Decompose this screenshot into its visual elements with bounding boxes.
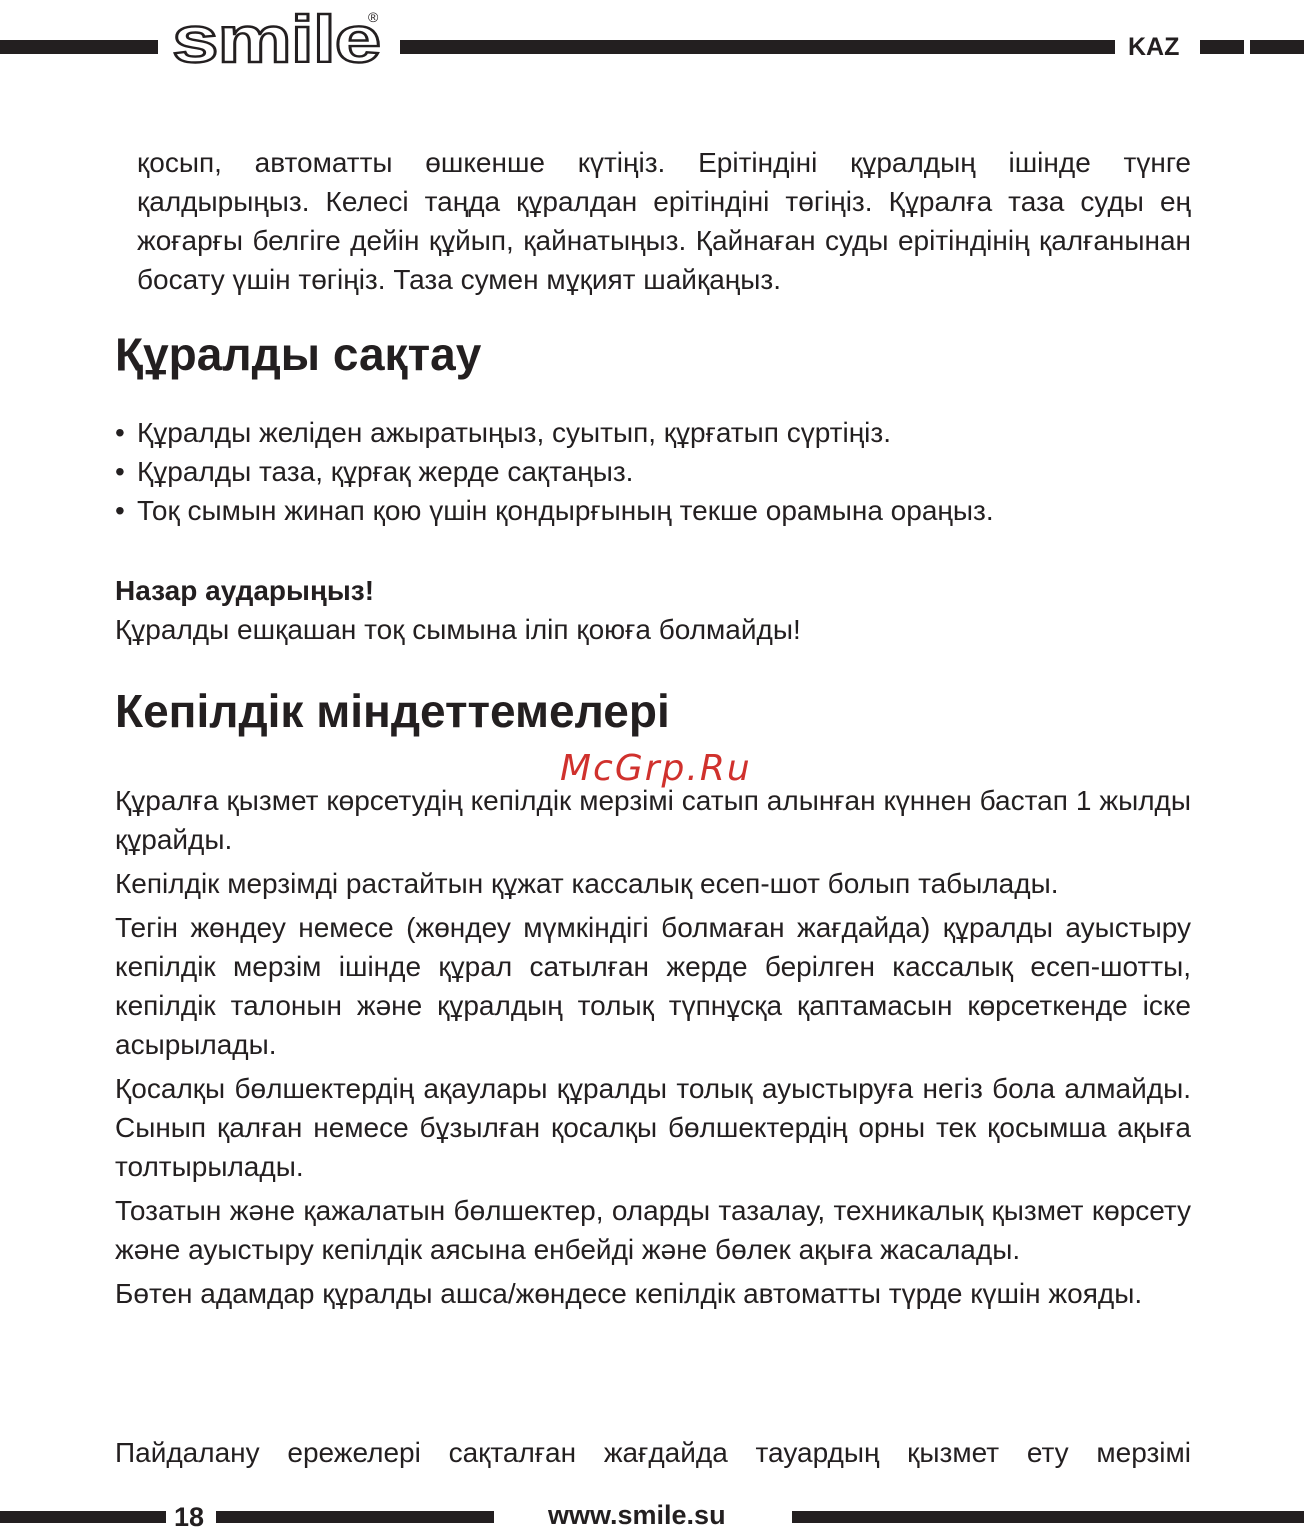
storage-heading: Құралды сақтау: [115, 328, 482, 380]
guarantee-paragraph: Қосалқы бөлшектердің ақаулары құралды толық ауыстыруға негіз бола алмайды. Сынып қалған немесе бұзылған қосалқы бөлшектердің орны тек қосымша ақыға толтырылады.: [115, 1073, 1191, 1182]
intro-paragraph: қосып, автоматты өшкенше күтіңіз. Ерітіндіні құралдың ішінде түнге қалдырыңыз. Келесі таңда құралдан ерітіндіні төгіңіз. Құралға таза суды ең жоғарғы белгіге дейін құйып, қайнатыңыз. Қайнаған суды ерітіндінің қалғанынан босату үшін төгіңіз. Таза сумен мұқият шайқаңыз.: [137, 147, 1191, 295]
guarantee-paragraph: Құралға қызмет көрсетудің кепілдік мерзімі сатып алынған күннен бастап 1 жылды құрайды.: [115, 785, 1191, 855]
list-item: [115, 413, 1191, 452]
bullet-icon: •: [115, 417, 125, 448]
footer-bar-middle: [216, 1511, 494, 1523]
page-number: 18: [174, 1502, 205, 1532]
header-bar-left: [0, 40, 158, 54]
guarantee-body: [115, 781, 1191, 1318]
guarantee-paragraph: Кепілдік мерзімді растайтын құжат кассалық есеп-шот болып табылады.: [115, 868, 1059, 899]
watermark: McGrp.Ru: [560, 748, 752, 789]
list-item: [115, 452, 1191, 491]
brand-logo-text: smile: [172, 2, 380, 70]
guarantee-paragraph: Тегін жөндеу немесе (жөндеу мүмкіндігі болмаған жағдайда) құралды ауыстыру кепілдік мерзім ішінде құрал сатылған жерде берілген кассалық есеп-шотты, кепілдік талонын және құралдың толық түпнұсқа қаптамасын көрсеткенде іске асырылады.: [115, 912, 1191, 1060]
warning-text: Құралды ешқашан тоқ сымына іліп қоюға болмайды!: [115, 614, 801, 645]
list-item-text: Тоқ сымын жинап қою үшін қондырғының текше орамына ораңыз.: [137, 495, 994, 526]
list-item-text: Құралды желіден ажыратыңыз, суытып, құрғатып сүртіңіз.: [137, 417, 891, 448]
footer-url: www.smile.su: [548, 1500, 726, 1530]
brand-logo: [170, 0, 385, 70]
bullet-icon: •: [115, 456, 125, 487]
storage-list: [115, 413, 1191, 530]
footer-bar-left: [0, 1511, 166, 1523]
guarantee-paragraph: Тозатын және қажалатын бөлшектер, оларды тазалау, техникалық қызмет көрсету және ауыстыру кепілдік аясына енбейді және бөлек ақыға жасалады.: [115, 1195, 1191, 1265]
header-bar-middle: [400, 40, 1115, 54]
guarantee-paragraph: Бөтен адамдар құралды ашса/жөндесе кепілдік автоматты түрде күшін жояды.: [115, 1278, 1143, 1309]
footer-bar-right: [792, 1511, 1304, 1523]
header-bar-right-1: [1200, 40, 1244, 54]
list-item-text: Құралды таза, құрғақ жерде сақтаңыз.: [137, 456, 634, 487]
guarantee-last-line: Пайдалану ережелері сақталған жағдайда тауардың қызмет ету мерзімі: [115, 1437, 1191, 1468]
list-item: [115, 491, 1191, 530]
bullet-icon: •: [115, 495, 125, 526]
guarantee-heading: Кепілдік міндеттемелері: [115, 685, 670, 737]
warning-title: Назар аударыңыз!: [115, 575, 375, 606]
header-bar-right-2: [1250, 40, 1304, 54]
registered-mark: ®: [368, 9, 379, 25]
language-code: KAZ: [1128, 33, 1180, 61]
